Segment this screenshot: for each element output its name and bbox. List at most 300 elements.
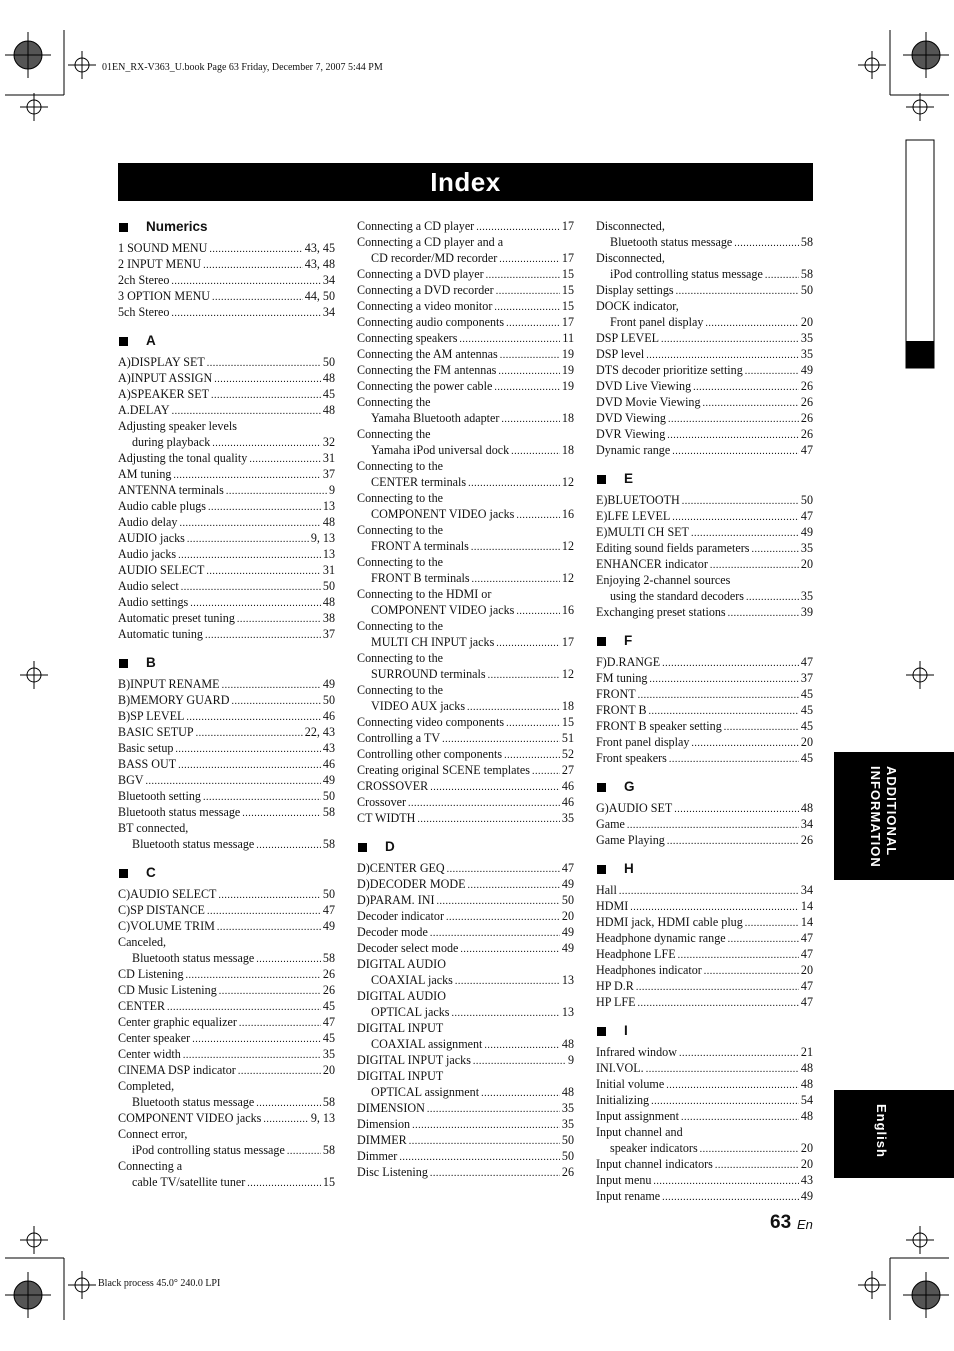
index-term: Initializing bbox=[596, 1093, 650, 1107]
index-term: CD recorder/MD recorder bbox=[371, 251, 498, 265]
index-entry bbox=[596, 282, 813, 298]
index-page-ref: 26 bbox=[800, 833, 813, 847]
index-entry bbox=[357, 426, 574, 442]
index-entry bbox=[118, 1110, 335, 1126]
index-entry bbox=[357, 1132, 574, 1148]
index-page-ref: 26 bbox=[322, 967, 335, 981]
index-term: DVR Viewing bbox=[596, 427, 666, 441]
index-term: DSP level bbox=[596, 347, 645, 361]
index-term: Bluetooth status message bbox=[132, 951, 255, 965]
index-term: Completed, bbox=[118, 1079, 175, 1093]
index-entry bbox=[118, 626, 335, 642]
index-term: Audio delay bbox=[118, 515, 178, 529]
index-term: during playback bbox=[132, 435, 211, 449]
leader-dots bbox=[488, 666, 560, 684]
index-page-ref: 58 bbox=[322, 1095, 335, 1109]
index-entry bbox=[118, 1174, 335, 1190]
leader-dots bbox=[667, 832, 799, 850]
index-term: Connecting the FM antennas bbox=[357, 363, 497, 377]
side-tab-english-label: English bbox=[874, 1104, 889, 1158]
index-term: E)BLUETOOTH bbox=[596, 493, 680, 507]
index-entry bbox=[118, 676, 335, 692]
index-term: Disc Listening bbox=[357, 1165, 428, 1179]
index-entry bbox=[357, 234, 574, 250]
index-term: VIDEO AUX jacks bbox=[371, 699, 466, 713]
section-label: A bbox=[146, 333, 156, 348]
index-term: B)MEMORY GUARD bbox=[118, 693, 230, 707]
index-page-ref: 35 bbox=[800, 331, 813, 345]
index-term: FRONT A terminals bbox=[371, 539, 469, 553]
index-page-ref: 12 bbox=[561, 539, 574, 553]
index-term: Connecting to the bbox=[357, 555, 443, 569]
index-page-ref: 47 bbox=[800, 509, 813, 523]
index-term: HP LFE bbox=[596, 995, 636, 1009]
index-term: Input assignment bbox=[596, 1109, 679, 1123]
index-page-ref: 21 bbox=[800, 1045, 813, 1059]
index-page-ref: 9, 13 bbox=[310, 1111, 335, 1125]
index-page-ref: 47 bbox=[561, 861, 574, 875]
index-term: 5ch Stereo bbox=[118, 305, 170, 319]
index-page-ref: 19 bbox=[561, 347, 574, 361]
index-page-ref: 38 bbox=[322, 611, 335, 625]
leader-dots bbox=[171, 304, 321, 322]
index-term: Connecting audio components bbox=[357, 315, 505, 329]
index-entry bbox=[357, 410, 574, 426]
index-page-ref: 19 bbox=[561, 363, 574, 377]
index-entry bbox=[357, 972, 574, 988]
index-term: DIMMER bbox=[357, 1133, 407, 1147]
index-term: FM tuning bbox=[596, 671, 648, 685]
index-term: Headphone dynamic range bbox=[596, 931, 726, 945]
section-label: E bbox=[624, 471, 634, 486]
index-term: ANTENNA terminals bbox=[118, 483, 224, 497]
index-entry bbox=[118, 934, 335, 950]
index-term: HP D.R bbox=[596, 979, 634, 993]
index-entry bbox=[357, 522, 574, 538]
index-entry bbox=[596, 832, 813, 848]
leader-dots bbox=[287, 1142, 321, 1160]
index-term: A)DISPLAY SET bbox=[118, 355, 205, 369]
index-page-ref: 50 bbox=[561, 1133, 574, 1147]
index-entry bbox=[118, 546, 335, 562]
index-entry bbox=[596, 1124, 813, 1140]
index-entry bbox=[596, 1108, 813, 1124]
index-entry bbox=[596, 556, 813, 572]
leader-dots bbox=[460, 940, 560, 958]
index-page-ref: 58 bbox=[800, 267, 813, 281]
side-tab-english bbox=[834, 1090, 954, 1178]
index-page-ref: 35 bbox=[561, 811, 574, 825]
index-page-ref: 34 bbox=[322, 273, 335, 287]
index-entry bbox=[357, 1164, 574, 1180]
leader-dots bbox=[417, 810, 560, 828]
index-term: F)D.RANGE bbox=[596, 655, 661, 669]
leader-dots bbox=[256, 836, 321, 854]
index-entry bbox=[118, 578, 335, 594]
index-term: CD Music Listening bbox=[118, 983, 217, 997]
index-term: Automatic preset tuning bbox=[118, 611, 235, 625]
index-page-ref: 54 bbox=[800, 1093, 813, 1107]
index-term: Audio jacks bbox=[118, 547, 177, 561]
index-term: C)VOLUME TRIM bbox=[118, 919, 215, 933]
index-entry bbox=[118, 740, 335, 756]
index-page-ref: 20 bbox=[800, 1157, 813, 1171]
index-term: Connecting a bbox=[118, 1159, 183, 1173]
index-term: Connecting to the bbox=[357, 491, 443, 505]
page-title: Index bbox=[118, 163, 813, 201]
index-term: BASS OUT bbox=[118, 757, 177, 771]
index-term: Controlling a TV bbox=[357, 731, 441, 745]
index-term: DVD Viewing bbox=[596, 411, 666, 425]
index-entry bbox=[357, 746, 574, 762]
index-term: DIGITAL AUDIO bbox=[357, 957, 446, 971]
index-entry bbox=[357, 554, 574, 570]
index-page-ref: 20 bbox=[800, 1141, 813, 1155]
index-entry bbox=[357, 940, 574, 956]
index-entry bbox=[118, 594, 335, 610]
index-term: DOCK indicator, bbox=[596, 299, 679, 313]
index-term: 2ch Stereo bbox=[118, 273, 170, 287]
index-entry bbox=[596, 234, 813, 250]
index-column-1 bbox=[118, 218, 335, 1190]
leader-dots bbox=[734, 234, 799, 252]
index-entry bbox=[357, 1052, 574, 1068]
index-page-ref: 58 bbox=[322, 951, 335, 965]
index-page-ref: 45 bbox=[322, 387, 335, 401]
index-term: Dimension bbox=[357, 1117, 411, 1131]
index-entry bbox=[118, 982, 335, 998]
index-page-ref: 15 bbox=[561, 299, 574, 313]
index-term: E)MULTI CH SET bbox=[596, 525, 689, 539]
index-term: Connecting speakers bbox=[357, 331, 458, 345]
index-term: CINEMA DSP indicator bbox=[118, 1063, 236, 1077]
index-term: iPod controlling status message bbox=[132, 1143, 285, 1157]
section-square-icon bbox=[597, 637, 606, 646]
index-entry bbox=[118, 918, 335, 934]
index-entry bbox=[357, 538, 574, 554]
index-term: Center speaker bbox=[118, 1031, 191, 1045]
index-page-ref: 46 bbox=[322, 709, 335, 723]
index-term: Connecting to the bbox=[357, 619, 443, 633]
index-term: Enjoying 2-channel sources bbox=[596, 573, 731, 587]
index-entry bbox=[118, 788, 335, 804]
index-section-heading bbox=[596, 1022, 813, 1040]
index-page-ref: 37 bbox=[800, 671, 813, 685]
index-term: FRONT B speaker setting bbox=[596, 719, 722, 733]
index-term: COMPONENT VIDEO jacks bbox=[118, 1111, 262, 1125]
index-entry bbox=[357, 506, 574, 522]
index-entry bbox=[596, 218, 813, 234]
index-page-ref: 43 bbox=[800, 1173, 813, 1187]
index-page-ref: 47 bbox=[800, 931, 813, 945]
index-page-ref: 48 bbox=[322, 515, 335, 529]
index-page-ref: 47 bbox=[800, 655, 813, 669]
index-term: Yamaha iPod universal dock bbox=[371, 443, 510, 457]
index-page-ref: 26 bbox=[561, 1165, 574, 1179]
index-term: Basic setup bbox=[118, 741, 174, 755]
index-term: DIGITAL AUDIO bbox=[357, 989, 446, 1003]
index-term: Disconnected, bbox=[596, 251, 665, 265]
index-entry bbox=[596, 978, 813, 994]
index-term: Decoder mode bbox=[357, 925, 428, 939]
index-page-ref: 49 bbox=[800, 1189, 813, 1203]
index-page-ref: 47 bbox=[800, 979, 813, 993]
index-entry bbox=[357, 698, 574, 714]
index-entry bbox=[596, 298, 813, 314]
index-entry bbox=[596, 1076, 813, 1092]
index-page-ref: 50 bbox=[322, 887, 335, 901]
index-entry bbox=[118, 724, 335, 740]
index-term: Connecting the bbox=[357, 395, 431, 409]
index-section-heading bbox=[118, 864, 335, 882]
index-entry bbox=[118, 610, 335, 626]
leader-dots bbox=[728, 604, 799, 622]
index-term: Bluetooth status message bbox=[610, 235, 733, 249]
index-term: Center width bbox=[118, 1047, 181, 1061]
index-term: DIGITAL INPUT bbox=[357, 1069, 444, 1083]
index-page-ref: 20 bbox=[800, 557, 813, 571]
index-term: Bluetooth status message bbox=[132, 837, 255, 851]
index-entry bbox=[118, 562, 335, 578]
index-term: B)SP LEVEL bbox=[118, 709, 185, 723]
section-label: I bbox=[624, 1023, 628, 1038]
index-page-ref: 58 bbox=[800, 235, 813, 249]
index-page-ref: 31 bbox=[322, 451, 335, 465]
index-term: Infrared window bbox=[596, 1045, 677, 1059]
index-page-ref: 15 bbox=[561, 715, 574, 729]
index-term: Adjusting speaker levels bbox=[118, 419, 237, 433]
index-term: Decoder select mode bbox=[357, 941, 459, 955]
index-entry bbox=[357, 650, 574, 666]
index-term: Bluetooth status message bbox=[132, 1095, 255, 1109]
index-page-ref: 50 bbox=[322, 355, 335, 369]
index-page-ref: 50 bbox=[800, 493, 813, 507]
index-term: SURROUND terminals bbox=[371, 667, 486, 681]
index-section-heading bbox=[118, 654, 335, 672]
index-term: Hall bbox=[596, 883, 617, 897]
leader-dots bbox=[672, 442, 799, 460]
index-page-ref: 12 bbox=[561, 571, 574, 585]
index-term: Yamaha Bluetooth adapter bbox=[371, 411, 500, 425]
index-page-ref: 47 bbox=[800, 995, 813, 1009]
index-page-ref: 51 bbox=[561, 731, 574, 745]
section-label: C bbox=[146, 865, 156, 880]
index-term: Connecting to the bbox=[357, 459, 443, 473]
index-entry bbox=[118, 1126, 335, 1142]
index-entry bbox=[118, 886, 335, 902]
index-page-ref: 26 bbox=[800, 411, 813, 425]
index-page-ref: 50 bbox=[322, 789, 335, 803]
index-entry bbox=[118, 466, 335, 482]
index-term: DVD Movie Viewing bbox=[596, 395, 701, 409]
index-term: BT connected, bbox=[118, 821, 189, 835]
leader-dots bbox=[468, 474, 560, 492]
index-entry bbox=[596, 394, 813, 410]
index-entry bbox=[357, 618, 574, 634]
index-page-ref: 48 bbox=[322, 595, 335, 609]
index-page-ref: 17 bbox=[561, 635, 574, 649]
index-term: Front speakers bbox=[596, 751, 667, 765]
index-page-ref: 48 bbox=[561, 1085, 574, 1099]
index-entry bbox=[596, 378, 813, 394]
index-page-ref: 26 bbox=[800, 395, 813, 409]
index-section-heading bbox=[596, 632, 813, 650]
index-term: Game bbox=[596, 817, 625, 831]
index-entry bbox=[357, 378, 574, 394]
index-entry bbox=[596, 442, 813, 458]
index-term: COAXIAL assignment bbox=[371, 1037, 483, 1051]
index-page-ref: 48 bbox=[322, 371, 335, 385]
index-entry bbox=[357, 282, 574, 298]
index-entry bbox=[118, 418, 335, 434]
index-section-heading bbox=[596, 470, 813, 488]
leader-dots bbox=[238, 1062, 321, 1080]
index-entry bbox=[118, 386, 335, 402]
index-entry bbox=[118, 902, 335, 918]
index-term: CT WIDTH bbox=[357, 811, 416, 825]
index-page-ref: 46 bbox=[561, 779, 574, 793]
index-term: Connecting a CD player and a bbox=[357, 235, 504, 249]
index-entry bbox=[357, 394, 574, 410]
section-label: Numerics bbox=[146, 219, 208, 234]
index-entry bbox=[118, 1094, 335, 1110]
section-square-icon bbox=[358, 843, 367, 852]
index-entry bbox=[357, 714, 574, 730]
index-term: Connect error, bbox=[118, 1127, 188, 1141]
index-term: AUDIO jacks bbox=[118, 531, 185, 545]
index-entry bbox=[596, 604, 813, 620]
page-language-suffix: En bbox=[797, 1217, 813, 1232]
index-entry bbox=[357, 490, 574, 506]
index-term: D)DECODER MODE bbox=[357, 877, 466, 891]
index-page-ref: 9 bbox=[328, 483, 335, 497]
index-page-ref: 49 bbox=[800, 363, 813, 377]
index-page-ref: 17 bbox=[561, 315, 574, 329]
index-page-ref: 48 bbox=[800, 1061, 813, 1075]
index-entry bbox=[357, 634, 574, 650]
index-page-ref: 43 bbox=[322, 741, 335, 755]
index-term: Disconnected, bbox=[596, 219, 665, 233]
index-entry bbox=[118, 272, 335, 288]
index-entry bbox=[118, 530, 335, 546]
leader-dots bbox=[516, 602, 560, 620]
index-entry bbox=[118, 498, 335, 514]
index-term: Connecting the bbox=[357, 427, 431, 441]
index-entry bbox=[596, 426, 813, 442]
side-tab-additional-information bbox=[834, 752, 954, 880]
index-page-ref: 31 bbox=[322, 563, 335, 577]
index-entry bbox=[118, 1142, 335, 1158]
index-term: iPod controlling status message bbox=[610, 267, 763, 281]
index-entry bbox=[357, 474, 574, 490]
index-entry bbox=[357, 346, 574, 362]
index-entry bbox=[118, 772, 335, 788]
index-entry bbox=[357, 924, 574, 940]
index-term: DVD Live Viewing bbox=[596, 379, 692, 393]
index-term: 2 INPUT MENU bbox=[118, 257, 202, 271]
index-entry bbox=[596, 1044, 813, 1060]
index-term: Exchanging preset stations bbox=[596, 605, 726, 619]
index-entry bbox=[596, 266, 813, 282]
index-page-ref: 32 bbox=[322, 435, 335, 449]
index-page-ref: 35 bbox=[561, 1101, 574, 1115]
index-term: HDMI jack, HDMI cable plug bbox=[596, 915, 743, 929]
index-term: Controlling other components bbox=[357, 747, 503, 761]
index-page-ref: 50 bbox=[322, 693, 335, 707]
leader-dots bbox=[263, 1110, 308, 1128]
index-entry bbox=[357, 892, 574, 908]
index-entry bbox=[357, 218, 574, 234]
index-term: DSP LEVEL bbox=[596, 331, 660, 345]
index-entry bbox=[357, 442, 574, 458]
index-term: Input channel indicators bbox=[596, 1157, 713, 1171]
index-term: Connecting to the HDMI or bbox=[357, 587, 492, 601]
index-page-ref: 19 bbox=[561, 379, 574, 393]
index-page-ref: 46 bbox=[322, 757, 335, 771]
index-entry bbox=[596, 250, 813, 266]
index-entry bbox=[357, 570, 574, 586]
index-entry bbox=[596, 946, 813, 962]
section-square-icon bbox=[597, 1027, 606, 1036]
index-section-heading bbox=[118, 218, 335, 236]
index-term: Headphone LFE bbox=[596, 947, 676, 961]
index-entry bbox=[596, 508, 813, 524]
index-page-ref: 45 bbox=[800, 703, 813, 717]
index-page-ref: 13 bbox=[322, 499, 335, 513]
index-entry bbox=[118, 434, 335, 450]
leader-dots bbox=[638, 994, 799, 1012]
index-page-ref: 34 bbox=[322, 305, 335, 319]
index-term: Editing sound fields parameters bbox=[596, 541, 750, 555]
index-entry bbox=[596, 718, 813, 734]
index-term: speaker indicators bbox=[610, 1141, 698, 1155]
index-page-ref: 49 bbox=[322, 773, 335, 787]
section-label: G bbox=[624, 779, 635, 794]
index-term: 3 OPTION MENU bbox=[118, 289, 211, 303]
index-term: Display settings bbox=[596, 283, 674, 297]
side-tab-line-1: ADDITIONAL bbox=[884, 766, 899, 857]
index-entry bbox=[118, 514, 335, 530]
index-entry bbox=[118, 402, 335, 418]
index-term: Connecting video components bbox=[357, 715, 505, 729]
index-page-ref: 39 bbox=[800, 605, 813, 619]
index-entry bbox=[596, 572, 813, 588]
leader-dots bbox=[217, 918, 321, 936]
index-term: Decoder indicator bbox=[357, 909, 444, 923]
index-entry bbox=[357, 266, 574, 282]
leader-dots bbox=[452, 1004, 560, 1022]
index-term: Headphones indicator bbox=[596, 963, 702, 977]
section-square-icon bbox=[597, 865, 606, 874]
index-page-ref: 48 bbox=[561, 1037, 574, 1051]
index-entry bbox=[357, 1068, 574, 1084]
index-term: Bluetooth setting bbox=[118, 789, 201, 803]
index-page-ref: 45 bbox=[800, 751, 813, 765]
index-term: Input menu bbox=[596, 1173, 652, 1187]
index-term: D)PARAM. INI bbox=[357, 893, 435, 907]
index-term: Audio select bbox=[118, 579, 179, 593]
leader-dots bbox=[669, 750, 799, 768]
index-term: Front panel display bbox=[610, 315, 704, 329]
index-page-ref: 26 bbox=[800, 379, 813, 393]
leader-dots bbox=[511, 442, 560, 460]
index-column-3 bbox=[596, 218, 813, 1204]
index-entry bbox=[357, 602, 574, 618]
index-entry bbox=[357, 586, 574, 602]
index-entry bbox=[596, 1060, 813, 1076]
index-page-ref: 49 bbox=[322, 919, 335, 933]
index-entry bbox=[118, 1078, 335, 1094]
